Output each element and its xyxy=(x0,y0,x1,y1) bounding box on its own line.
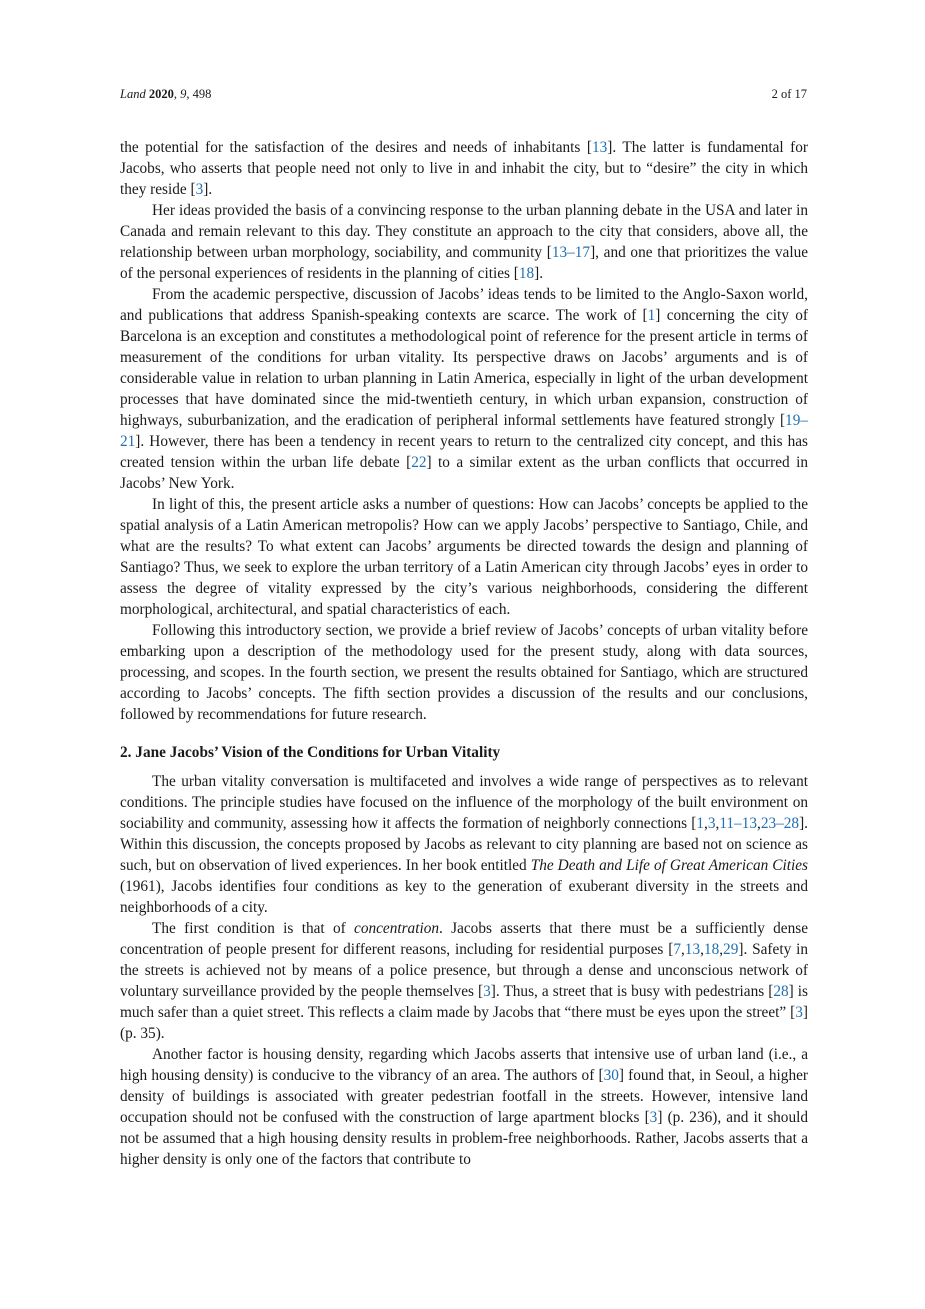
citation-link[interactable]: 28 xyxy=(773,983,789,1000)
citation-link[interactable]: 30 xyxy=(603,1067,619,1084)
page-number: 2 of 17 xyxy=(771,87,807,101)
journal-citation: Land 2020, 9, 498 xyxy=(120,87,212,101)
citation-link[interactable]: 13 xyxy=(684,941,701,958)
paragraph: the potential for the satisfaction of the desires and needs of inhabitants [13]. The latter is fundamental for Jacobs, who asserts that people need not only to live in and inhabit the city, but to “desire” the city in which they reside [3]. xyxy=(120,139,808,198)
term-concentration: concentration xyxy=(354,920,439,937)
journal-year: 2020 xyxy=(148,87,174,101)
paragraph: Her ideas provided the basis of a convincing response to the urban planning debate in the USA and later in Canada and remain relevant to this day. They constitute an approach to the city that considers, above all, the relationship between urban morphology, sociability, and community [13–17], and one that prioritizes the value of the personal experiences of residents in the planning of cities [18]. xyxy=(120,202,809,282)
citation-link[interactable]: 3 xyxy=(195,181,204,198)
citation-link[interactable]: 3 xyxy=(483,983,491,1000)
paragraph: In light of this, the present article asks a number of questions: How can Jacobs’ concepts be applied to the spatial analysis of a Latin American metropolis? How can we apply Jacobs’ perspective to Santiago, Chile, and what are the results? To what extent can Jacobs’ arguments be directed towards the design and planning of Santiago? Thus, we seek to explore the urban territory of a Latin American city through Jacobs’ eyes in order to assess the degree of vitality expressed by the city’s various neighborhoods, considering the different morphological, architectural, and spatial characteristics of each. xyxy=(120,496,808,618)
article-number: , 498 xyxy=(186,87,212,101)
citation-link[interactable]: 19–21 xyxy=(120,412,808,450)
citation-link[interactable]: 3 xyxy=(795,1004,803,1021)
citation-link[interactable]: 3 xyxy=(649,1109,658,1126)
paragraph: The first condition is that of concentration. Jacobs asserts that there must be a sufficiently dense concentration of people present for different reasons, including for residential purposes [7,13,18,29]. Safety in the streets is achieved not by means of a police presence, but through a dense and unconscious network of voluntary surveillance provided by the people themselves [3]. Thus, a street that is busy with pedestrians [28] is much safer than a quiet street. This reflects a claim made by Jacobs that “there must be eyes upon the street” [3] (p. 35). xyxy=(120,920,808,1042)
citation-link[interactable]: 22 xyxy=(411,454,427,471)
article-body xyxy=(120,137,808,1170)
citation-link[interactable]: 1 xyxy=(647,307,656,324)
paragraph: Another factor is housing density, regarding which Jacobs asserts that intensive use of urban land (i.e., a high housing density) is conducive to the vibrancy of an area. The authors of [30] found that, in Seoul, a higher density of buildings is associated with greater pedestrian footfall in the streets. However, intensive land occupation should not be confused with the construction of large apartment blocks [3] (p. 236), and it should not be assumed that a high housing density results in problem-free neighborhoods. Rather, Jacobs asserts that a higher density is only one of the factors that contribute to xyxy=(120,1046,808,1168)
citation-link[interactable]: 7 xyxy=(673,941,681,958)
citation-link[interactable]: 29 xyxy=(723,941,739,958)
citation-link[interactable]: 18 xyxy=(703,941,720,958)
citation-link[interactable]: 23–28 xyxy=(760,815,800,832)
section-heading: 2. Jane Jacobs’ Vision of the Conditions for Urban Vitality xyxy=(120,744,501,761)
citation-link[interactable]: 13 xyxy=(591,139,608,156)
citation-link[interactable]: 18 xyxy=(518,265,535,282)
paragraph: The urban vitality conversation is multifaceted and involves a wide range of perspectives as to relevant conditions. The principle studies have focused on the influence of the morphology of the built environment on sociability and community, assessing how it affects the formation of neighborly connections [1,3,11–13,23–28]. Within this discussion, the concepts proposed by Jacobs as relevant to city planning are based not on science as such, but on observation of lived experiences. In her book entitled The Death and Life of Great American Cities (1961), Jacobs identifies four conditions as key to the generation of exuberant diversity in the streets and neighborhoods of a city. xyxy=(120,773,808,916)
paragraph: From the academic perspective, discussion of Jacobs’ ideas tends to be limited to the Anglo-Saxon world, and publications that address Spanish-speaking contexts are scarce. The work of [1] concerning the city of Barcelona is an exception and constitutes a methodological point of reference for the present article in terms of measurement of the conditions for urban vitality. Its perspective draws on Jacobs’ arguments and is of considerable value in relation to urban planning in Latin America, especially in light of the urban development processes that have dominated since the mid-twentieth century, in which urban expansion, construction of highways, suburbanization, and the eradication of peripheral informal settlements have featured strongly [19–21]. However, there has been a tendency in recent years to return to the centralized city concept, and this has created tension within the urban life debate [22] to a similar extent as the urban conflicts that occurred in Jacobs’ New York. xyxy=(120,286,808,492)
book-title: The Death and Life of Great American Cities xyxy=(530,857,808,874)
citation-link[interactable]: 3 xyxy=(707,815,716,832)
journal-name: Land xyxy=(120,87,146,101)
citation-link[interactable]: 1 xyxy=(696,815,704,832)
paragraph: Following this introductory section, we provide a brief review of Jacobs’ concepts of urban vitality before embarking upon a description of the methodology used for the present study, along with data sources, processing, and scopes. In the fourth section, we present the results obtained for Santiago, which are structured according to Jacobs’ concepts. The fifth section provides a discussion of the results and our conclusions, followed by recommendations for future research. xyxy=(120,622,808,723)
running-header xyxy=(120,87,807,103)
citation-link[interactable]: 13–17 xyxy=(551,244,591,261)
journal-volume: 9 xyxy=(180,87,187,101)
citation-link[interactable]: 11–13 xyxy=(719,815,757,832)
